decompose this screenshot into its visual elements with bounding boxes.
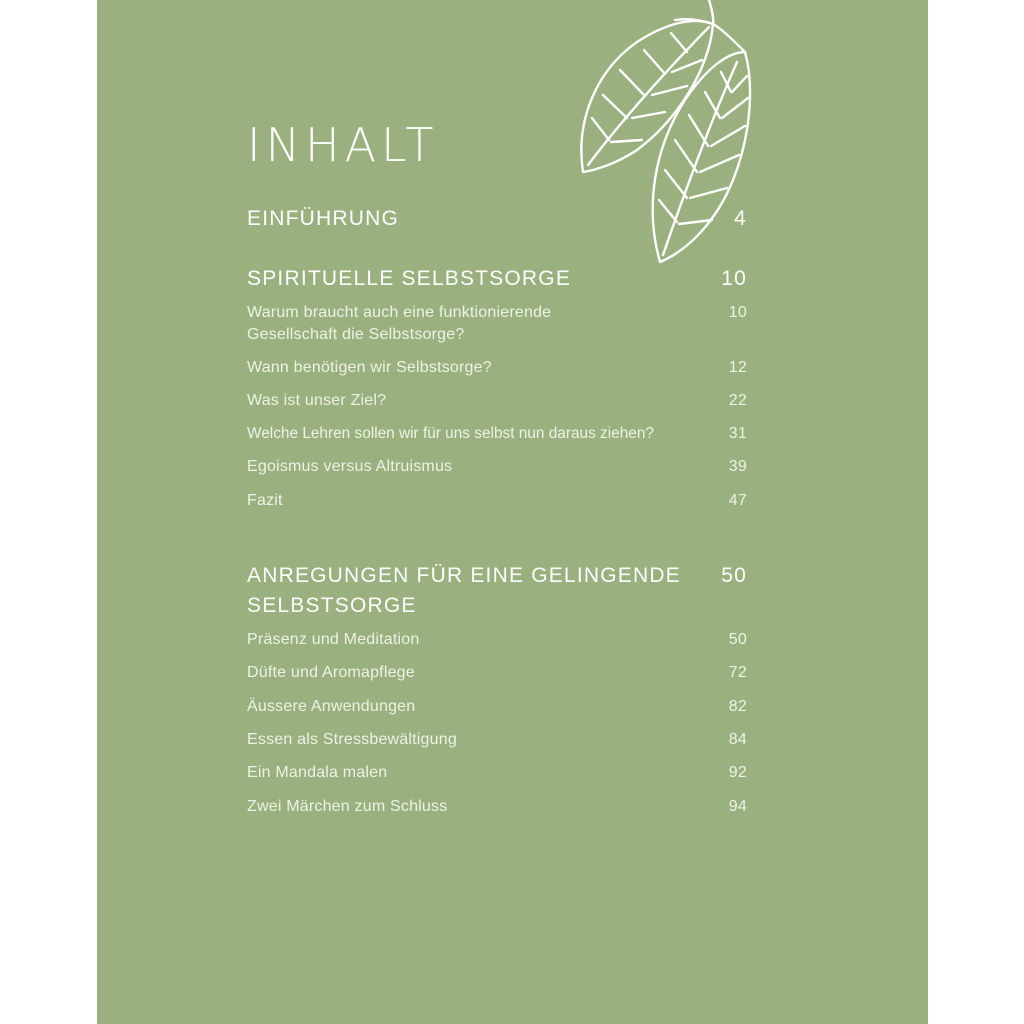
- entry-title: Zwei Märchen zum Schluss: [247, 798, 448, 815]
- book-page: [97, 0, 928, 1024]
- toc-entry: [247, 629, 747, 651]
- toc-entry: [247, 357, 747, 379]
- entry-title: Fazit: [247, 492, 283, 509]
- toc-entry: [247, 696, 747, 718]
- toc-entry: [247, 729, 747, 751]
- entry-page-number: 31: [728, 425, 747, 442]
- entry-title: Wann benötigen wir Selbstsorge?: [247, 359, 492, 376]
- entry-page-number: 82: [728, 698, 747, 715]
- entry-page-number: 39: [728, 458, 747, 475]
- section-title: EINFÜHRUNG: [247, 207, 399, 230]
- section-title: SPIRITUELLE SELBSTSORGE: [247, 267, 572, 290]
- toc-section: [247, 204, 747, 234]
- section-title: ANREGUNGEN FÜR EINE GELINGENDE SELBSTSORGE: [247, 564, 681, 617]
- entry-title: Essen als Stressbewältigung: [247, 731, 457, 748]
- entry-page-number: 72: [728, 664, 747, 681]
- toc-entry: [247, 796, 747, 818]
- entry-title: Ein Mandala malen: [247, 764, 388, 781]
- entry-page-number: 50: [728, 631, 747, 648]
- entry-page-number: 92: [728, 764, 747, 781]
- section-page-number: 4: [734, 207, 747, 230]
- entry-title: Düfte und Aromapflege: [247, 664, 415, 681]
- entry-title: Egoismus versus Altruismus: [247, 458, 453, 475]
- entry-page-number: 47: [728, 492, 747, 509]
- section-page-number: 10: [721, 267, 747, 290]
- section-page-number: 50: [721, 564, 747, 587]
- entry-page-number: 10: [728, 304, 747, 321]
- toc-section: [247, 561, 747, 621]
- two-leaves-line-art-icon: [97, 0, 928, 300]
- page-title: INHALT: [247, 118, 439, 172]
- entry-page-number: 94: [728, 798, 747, 815]
- toc-entry: [247, 662, 747, 684]
- toc-section: [247, 264, 747, 294]
- entry-title: Was ist unser Ziel?: [247, 392, 387, 409]
- entry-title: Welche Lehren sollen wir für uns selbst nun daraus ziehen?: [247, 425, 654, 442]
- toc-entry: [247, 456, 747, 478]
- entry-title: Äussere Anwendungen: [247, 698, 416, 715]
- entry-title: Warum braucht auch eine funktionierende Gesellschaft die Selbstsorge?: [247, 304, 552, 343]
- toc-entry: [247, 762, 747, 784]
- toc-entry: [247, 390, 747, 412]
- toc-entry: [247, 490, 747, 512]
- entry-page-number: 22: [728, 392, 747, 409]
- entry-title: Präsenz und Meditation: [247, 631, 420, 648]
- toc-entry: [247, 302, 747, 346]
- toc-entry: [247, 423, 747, 445]
- entry-page-number: 84: [728, 731, 747, 748]
- entry-page-number: 12: [728, 359, 747, 376]
